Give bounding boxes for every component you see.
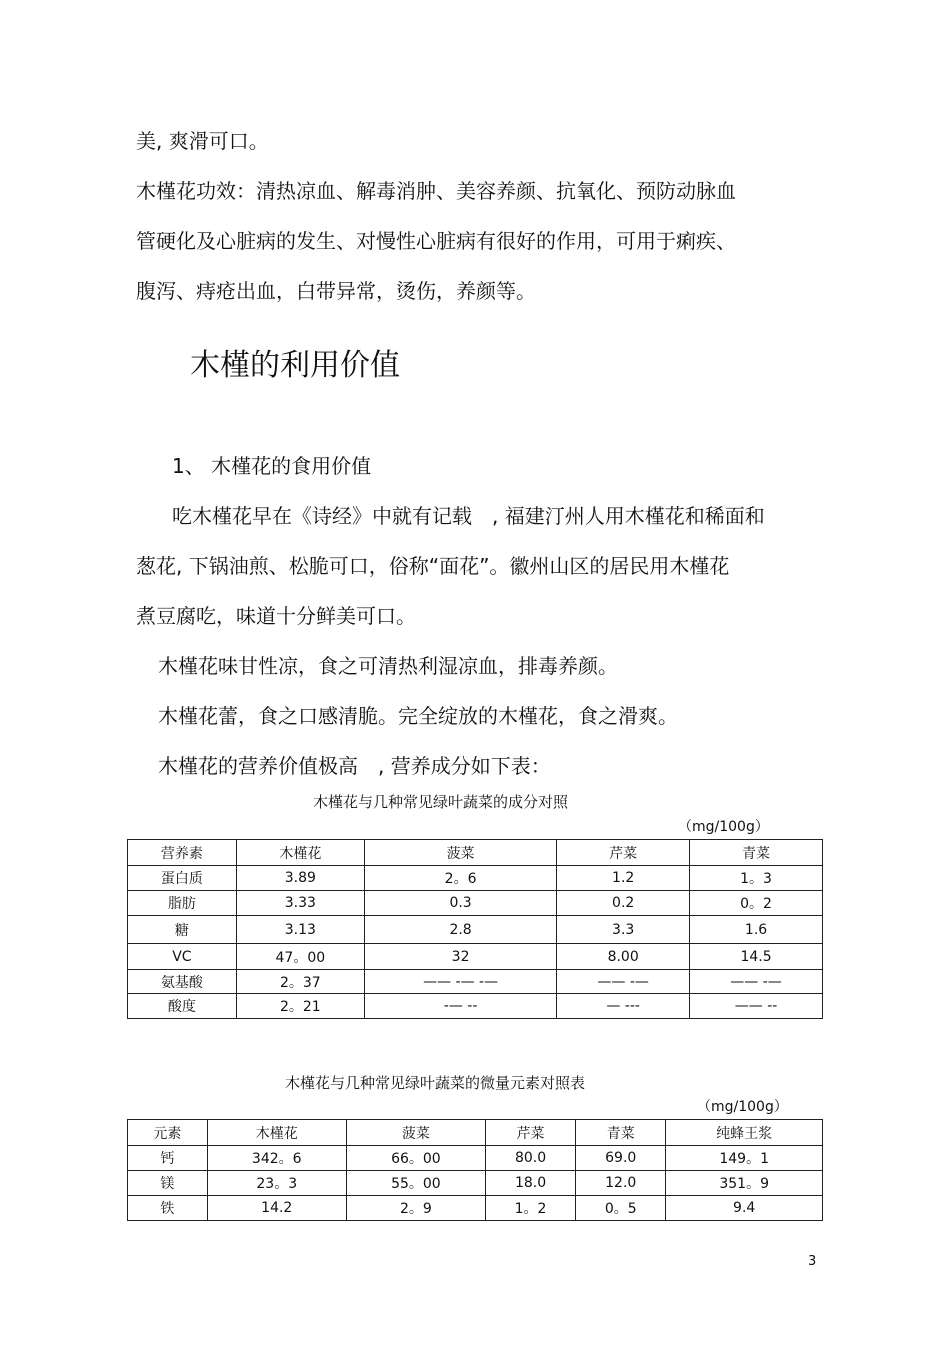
table-cell: 66。00 [346, 1146, 485, 1171]
table-cell: 0。2 [690, 891, 823, 916]
table-header-cell: 芹菜 [557, 840, 690, 866]
table-cell: 2.8 [364, 916, 556, 944]
table-cell: 氨基酸 [128, 970, 237, 994]
table-cell: —— -— -— [364, 970, 556, 994]
table-cell: 脂肪 [128, 891, 237, 916]
table-cell: 1.6 [690, 916, 823, 944]
table-row [128, 1171, 823, 1196]
section-title: 木槿的利用价值 [190, 348, 400, 383]
subsection-title: 1、 木槿花的食用价值 [172, 454, 372, 478]
table-cell: 8.00 [557, 944, 690, 970]
table-header-cell: 木槿花 [236, 840, 364, 866]
paragraph-line: 木槿花味甘性凉，食之可清热利湿凉血，排毒养颜。 [158, 654, 618, 678]
table-cell: 14.5 [690, 944, 823, 970]
paragraph-line: 煮豆腐吃，味道十分鲜美可口。 [136, 604, 416, 628]
paragraph-line: 木槿花的营养价值极高 , 营养成分如下表： [158, 754, 551, 778]
table-row [128, 1146, 823, 1171]
table2-caption: 木槿花与几种常见绿叶蔬菜的微量元素对照表 [285, 1074, 586, 1092]
table-row [128, 866, 823, 891]
table1-unit: （mg/100g） [678, 819, 769, 835]
table-cell: —— -— [690, 970, 823, 994]
table-cell: 32 [364, 944, 556, 970]
table-row [128, 891, 823, 916]
table-cell: 镁 [128, 1171, 208, 1196]
table-header-cell: 元素 [128, 1120, 208, 1146]
table-cell: 14.2 [207, 1196, 346, 1221]
nutrient-comparison-table [127, 839, 823, 1019]
trace-element-table [127, 1119, 823, 1221]
table-cell: -— -- [364, 994, 556, 1019]
table-row [128, 970, 823, 994]
table-header-cell: 青菜 [690, 840, 823, 866]
paragraph-line: 吃木槿花早在《诗经》中就有记载 , 福建汀州人用木槿花和稀面和 [172, 504, 765, 528]
table-header-cell: 木槿花 [207, 1120, 346, 1146]
table-header-cell: 营养素 [128, 840, 237, 866]
paragraph-line: 葱花, 下锅油煎、松脆可口，俗称“面花”。徽州山区的居民用木槿花 [136, 554, 730, 578]
table-cell: 80.0 [485, 1146, 575, 1171]
table-cell: 1.2 [557, 866, 690, 891]
table-cell: 2。21 [236, 994, 364, 1019]
table-cell: 3.89 [236, 866, 364, 891]
table-cell: 0.2 [557, 891, 690, 916]
table-cell: 18.0 [485, 1171, 575, 1196]
table-header-cell: 芹菜 [485, 1120, 575, 1146]
table-cell: 2。6 [364, 866, 556, 891]
table-cell: 12.0 [576, 1171, 666, 1196]
table-row [128, 1196, 823, 1221]
table-cell: VC [128, 944, 237, 970]
table-cell: —— -- [690, 994, 823, 1019]
table-cell: — --- [557, 994, 690, 1019]
table-cell: 9.4 [666, 1196, 823, 1221]
table-cell: 47。00 [236, 944, 364, 970]
table-header-cell: 菠菜 [346, 1120, 485, 1146]
table-cell: 351。9 [666, 1171, 823, 1196]
table-header-cell: 青菜 [576, 1120, 666, 1146]
table-header-cell: 纯蜂王浆 [666, 1120, 823, 1146]
table-cell: —— -— [557, 970, 690, 994]
table-cell: 1。2 [485, 1196, 575, 1221]
table-row [128, 944, 823, 970]
table-cell: 蛋白质 [128, 866, 237, 891]
table-cell: 0。5 [576, 1196, 666, 1221]
paragraph-line: 木槿花功效：清热凉血、解毒消肿、美容养颜、抗氧化、预防动脉血 [136, 179, 736, 203]
table-cell: 69.0 [576, 1146, 666, 1171]
table-cell: 1。3 [690, 866, 823, 891]
table-cell: 342。6 [207, 1146, 346, 1171]
table-row [128, 994, 823, 1019]
table-header-row [128, 840, 823, 866]
table-cell: 3.33 [236, 891, 364, 916]
table-cell: 55。00 [346, 1171, 485, 1196]
table-row [128, 916, 823, 944]
table-header-row [128, 1120, 823, 1146]
table2-unit: （mg/100g） [697, 1099, 788, 1115]
paragraph-line: 腹泻、痔疮出血，白带异常，烫伤，养颜等。 [136, 279, 536, 303]
table-cell: 3.13 [236, 916, 364, 944]
paragraph-line: 管硬化及心脏病的发生、对慢性心脏病有很好的作用，可用于痢疾、 [136, 229, 736, 253]
paragraph-line: 木槿花蕾，食之口感清脆。完全绽放的木槿花，食之滑爽。 [158, 704, 678, 728]
table-cell: 23。3 [207, 1171, 346, 1196]
table-cell: 149。1 [666, 1146, 823, 1171]
page-number: 3 [808, 1254, 817, 1269]
table-cell: 3.3 [557, 916, 690, 944]
table-cell: 钙 [128, 1146, 208, 1171]
table1-caption: 木槿花与几种常见绿叶蔬菜的成分对照 [313, 793, 569, 811]
table-cell: 酸度 [128, 994, 237, 1019]
table-cell: 2。37 [236, 970, 364, 994]
table-header-cell: 菠菜 [364, 840, 556, 866]
table-cell: 0.3 [364, 891, 556, 916]
table-cell: 2。9 [346, 1196, 485, 1221]
table-cell: 糖 [128, 916, 237, 944]
paragraph-line: 美, 爽滑可口。 [136, 129, 269, 153]
table-cell: 铁 [128, 1196, 208, 1221]
